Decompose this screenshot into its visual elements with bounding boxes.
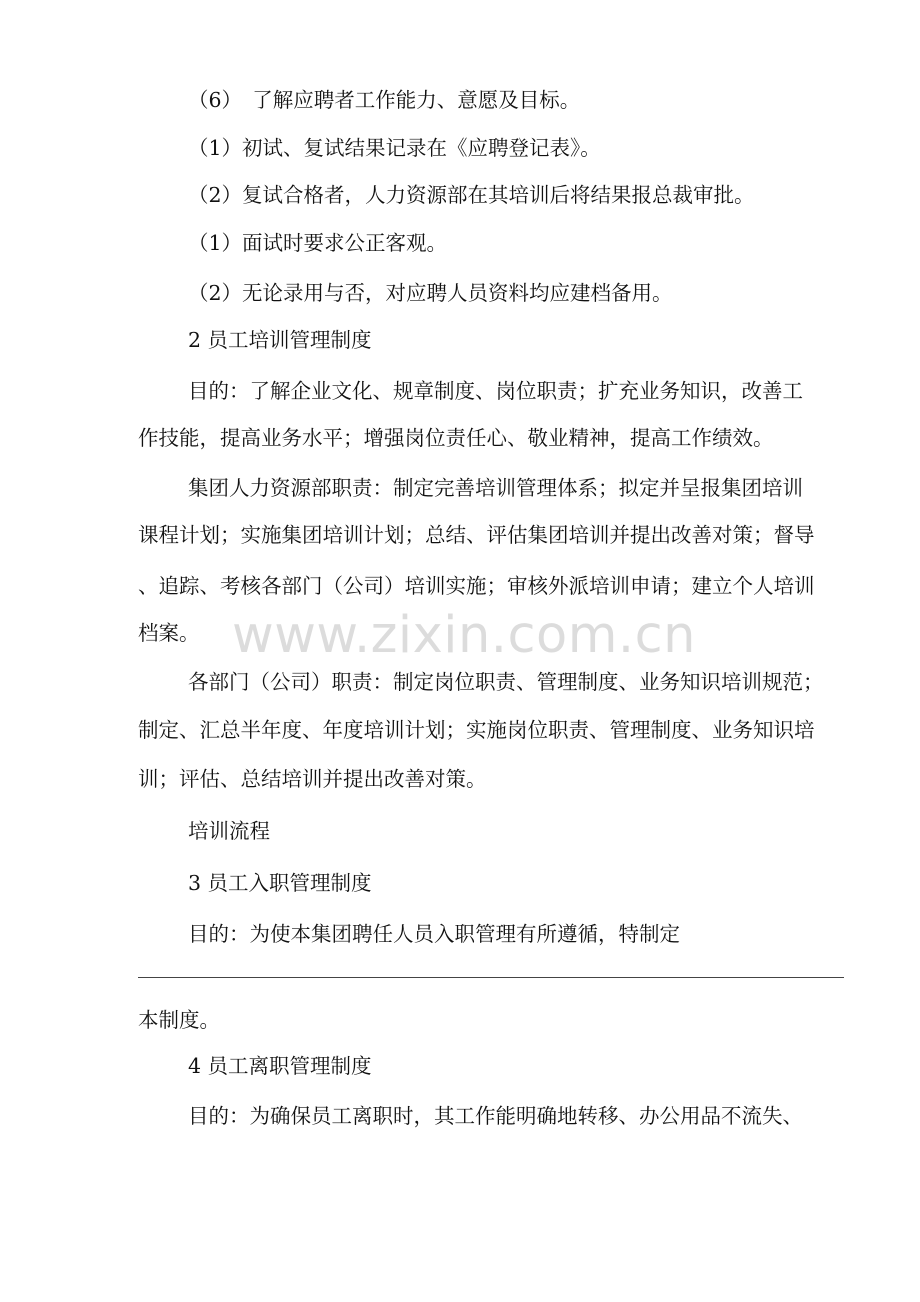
text-line: 培训流程 xyxy=(188,819,270,843)
text-line: 训；评估、总结培训并提出改善对策。 xyxy=(138,767,487,791)
watermark: www.zixin.com.cn xyxy=(232,606,696,665)
section-heading: 2 员工培训管理制度 xyxy=(188,328,372,352)
text-line: 课程计划；实施集团培训计划；总结、评估集团培训并提出改善对策；督导 xyxy=(138,523,815,547)
section-heading: 4 员工离职管理制度 xyxy=(188,1054,372,1078)
text-line: （2）无论录用与否，对应聘人员资料均应建档备用。 xyxy=(188,281,673,305)
text-line: 制定、汇总半年度、年度培训计划；实施岗位职责、管理制度、业务知识培 xyxy=(138,718,815,742)
text-line: （2）复试合格者，人力资源部在其培训后将结果报总裁审批。 xyxy=(188,183,755,207)
text-line: 作技能，提高业务水平；增强岗位责任心、敬业精神，提高工作绩效。 xyxy=(138,426,774,450)
text-line: 档案。 xyxy=(138,621,200,645)
text-line: （6） 了解应聘者工作能力、意愿及目标。 xyxy=(188,88,581,112)
text-line: 集团人力资源部职责：制定完善培训管理体系；拟定并呈报集团培训 xyxy=(188,476,803,500)
page-divider xyxy=(138,977,844,978)
text-line: 目的：为确保员工离职时，其工作能明确地转移、办公用品不流失、 xyxy=(188,1104,803,1128)
section-heading: 3 员工入职管理制度 xyxy=(188,871,372,895)
text-line: 本制度。 xyxy=(138,1008,220,1032)
text-line: 目的：为使本集团聘任人员入职管理有所遵循，特制定 xyxy=(188,922,680,946)
text-line: （1）初试、复试结果记录在《应聘登记表》。 xyxy=(188,136,601,160)
text-line: 各部门（公司）职责：制定岗位职责、管理制度、业务知识培训规范； xyxy=(188,670,824,694)
text-line: 目的：了解企业文化、规章制度、岗位职责；扩充业务知识，改善工 xyxy=(188,379,803,403)
text-line: （1）面试时要求公正客观。 xyxy=(188,231,448,255)
text-line: 、追踪、考核各部门（公司）培训实施；审核外派培训申请；建立个人培训 xyxy=(138,574,815,598)
